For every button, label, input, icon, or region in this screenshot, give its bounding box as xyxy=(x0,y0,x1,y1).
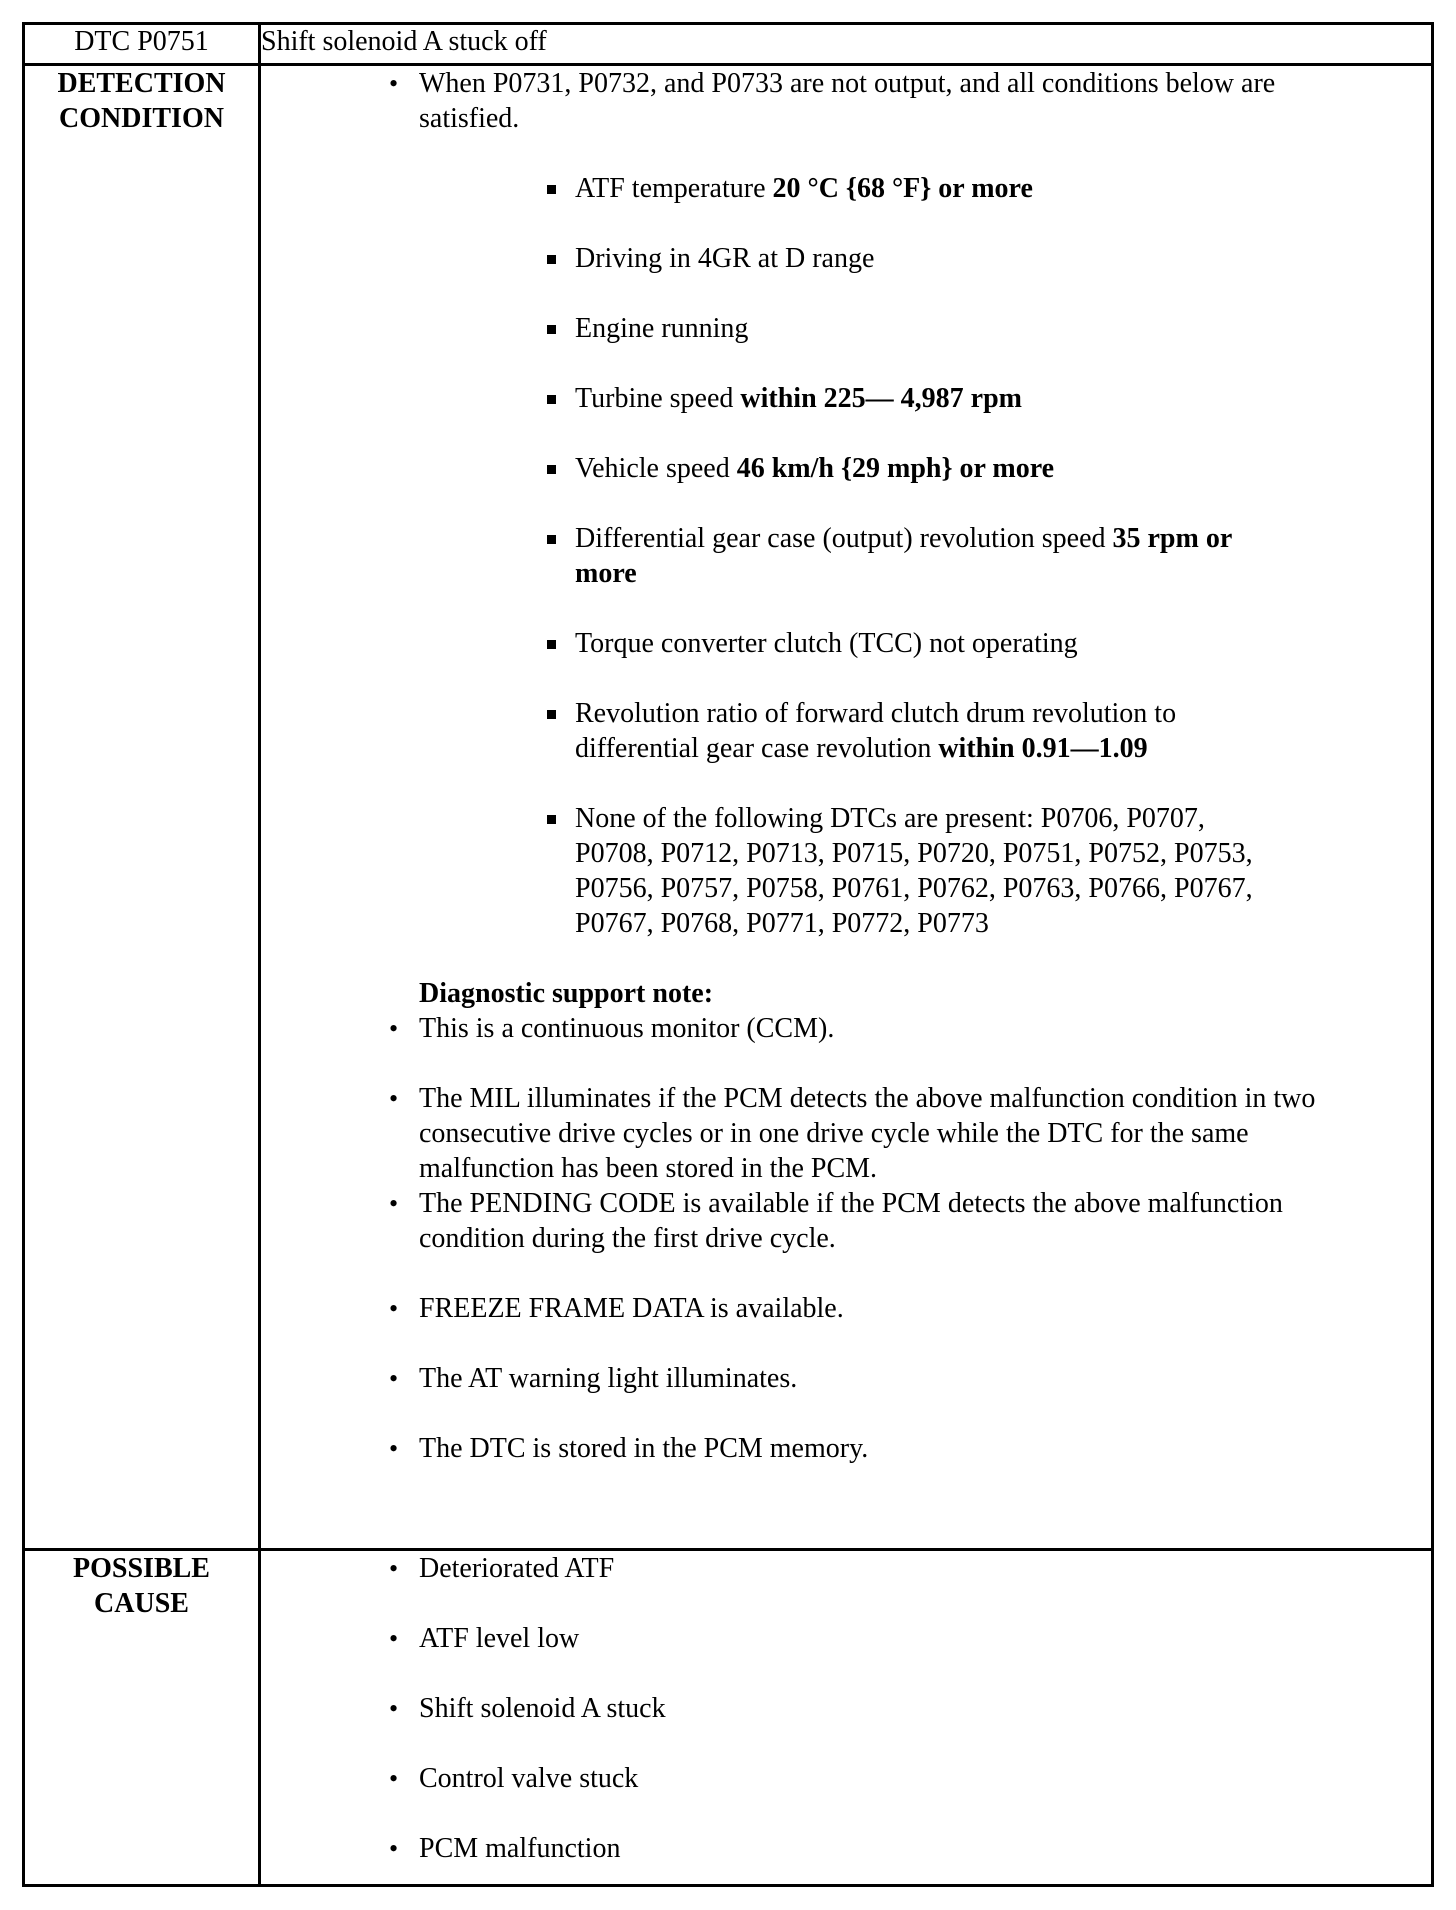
support-note-item xyxy=(419,1291,1431,1326)
support-note-list xyxy=(261,1011,1431,1466)
dtc-sheet xyxy=(22,22,1434,1887)
support-note-text: • The MIL illuminates if the PCM detects the above malfunction condition in two consecutive drive cycles or in one drive cycle while the DTC for the same malfunction has been stored in the PCM. xyxy=(419,1083,1316,1184)
support-note-item xyxy=(419,1431,1431,1466)
condition-item xyxy=(575,696,1431,766)
condition-item xyxy=(575,626,1431,661)
support-note-text: • This is a continuous monitor (CCM). xyxy=(419,1013,835,1044)
condition-text: Differential gear case (output) revolution speed xyxy=(575,523,1113,554)
condition-text: None of the following DTCs are present: P0706, P0707, P0708, P0712, P0713, P0715, P0720, P0751, P0752, P0753, P0756, P0757, P0758, P0761, P0762, P0763, P0766, P0767, P0767, P0768, P0771, P0772, P0773 xyxy=(575,803,1253,939)
possible-cause-item: • Shift solenoid A stuck xyxy=(419,1691,1431,1726)
condition-text: Engine running xyxy=(575,313,749,344)
possible-cause-item: • ATF level low xyxy=(419,1621,1431,1656)
diagnostic-support-note-heading: Diagnostic support note: xyxy=(419,978,714,1009)
support-note-text: • The AT warning light illuminates. xyxy=(419,1363,798,1394)
detection-intro-item xyxy=(419,66,1431,941)
condition-item xyxy=(575,381,1431,416)
support-note-item xyxy=(419,1081,1431,1186)
detection-content xyxy=(260,65,1433,1550)
dtc-table xyxy=(22,22,1434,1887)
support-note-text: • The PENDING CODE is available if the PCM detects the above malfunction condition during the first drive cycle. xyxy=(419,1188,1283,1254)
detection-label-line1: DETECTION xyxy=(57,68,226,99)
header-row xyxy=(24,24,1433,65)
condition-text: Revolution ratio of forward clutch drum revolution to differential gear case revolution xyxy=(575,698,1177,764)
condition-value: 46 km/h {29 mph} or more xyxy=(736,453,1055,484)
support-note-item xyxy=(419,1186,1431,1256)
condition-item xyxy=(575,451,1431,486)
possible-cause-label xyxy=(24,1549,260,1885)
support-note-text: • The DTC is stored in the PCM memory. xyxy=(419,1433,869,1464)
condition-text: Turbine speed xyxy=(575,383,741,414)
possible-cause-item: • Deteriorated ATF xyxy=(419,1551,1431,1586)
condition-item xyxy=(575,521,1431,591)
condition-item xyxy=(575,801,1431,941)
condition-item xyxy=(575,171,1431,206)
condition-list xyxy=(419,171,1431,941)
detection-row xyxy=(24,65,1433,1550)
possible-cause-item: • Control valve stuck xyxy=(419,1761,1431,1796)
condition-value: 20 °C {68 °F} or more xyxy=(772,173,1033,204)
condition-item xyxy=(575,311,1431,346)
support-note-item xyxy=(419,1011,1431,1046)
condition-value: within 0.91—1.09 xyxy=(938,733,1148,764)
possible-cause-item: • PCM malfunction xyxy=(419,1831,1431,1866)
detection-list xyxy=(261,66,1431,941)
detection-condition-label xyxy=(24,65,260,1550)
condition-text: Torque converter clutch (TCC) not operating xyxy=(575,628,1078,659)
condition-item xyxy=(575,241,1431,276)
condition-value: within 225— 4,987 rpm xyxy=(740,383,1022,414)
dtc-code: DTC P0751 xyxy=(24,24,260,65)
possible-cause-row xyxy=(24,1549,1433,1885)
support-note-item xyxy=(419,1361,1431,1396)
condition-text: Vehicle speed xyxy=(575,453,737,484)
detection-label-line2: CONDITION xyxy=(59,103,224,134)
detection-intro-text: • When P0731, P0732, and P0733 are not output, and all conditions below are satisfied. xyxy=(419,68,1276,134)
condition-text: Driving in 4GR at D range xyxy=(575,243,875,274)
possible-cause-label-line2: CAUSE xyxy=(94,1587,189,1619)
possible-cause-list xyxy=(261,1551,1431,1866)
condition-text: ATF temperature xyxy=(575,173,773,204)
possible-cause-content xyxy=(260,1549,1433,1885)
condition-value: 35 rpm or more xyxy=(575,523,1232,589)
support-note-text: • FREEZE FRAME DATA is available. xyxy=(419,1293,844,1324)
possible-cause-label-line1: POSSIBLE xyxy=(73,1552,210,1584)
dtc-title: Shift solenoid A stuck off xyxy=(260,24,1433,65)
